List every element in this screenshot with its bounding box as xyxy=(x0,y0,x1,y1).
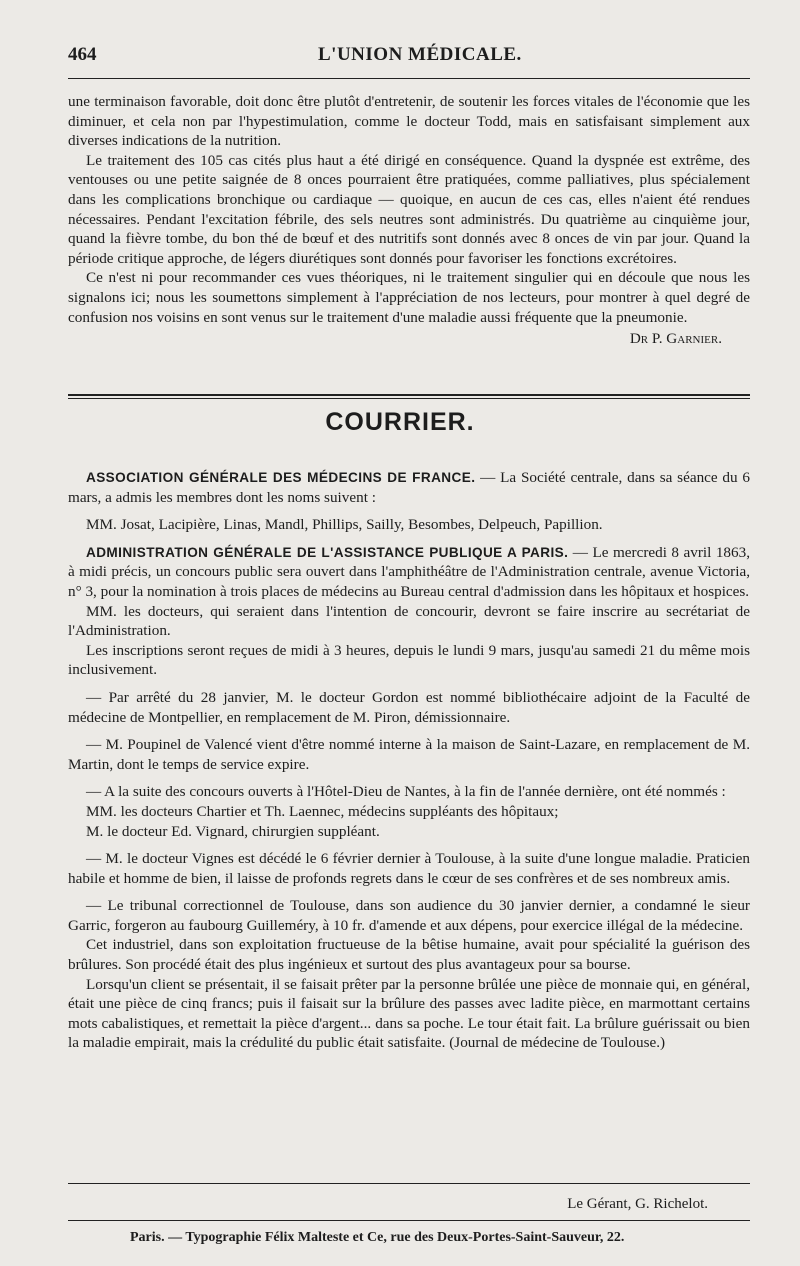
header-rule xyxy=(68,78,750,79)
news-item-poupinel: — M. Poupinel de Valencé vient d'être nommé interne à la maison de Saint-Lazare, en remplacement de M. Martin, dont le temps de service expire. xyxy=(68,736,750,773)
news-item-vignes: — M. le docteur Vignes est décédé le 6 février dernier à Toulouse, à la suite d'une longue maladie. Praticien habile et homme de bien, il laisse de profonds regrets dans le cœur de ses confrères et de ses nombreux amis. xyxy=(68,850,750,887)
article-paragraph: Ce n'est ni pour recommander ces vues théoriques, ni le traitement singulier qui en découle que nous les signalons ici; nous les soumettons simplement à l'appréciation de nos lecteurs, pour montrer à quel degré de confusion nos voisins en sont venus sur le traitement d'une maladie aussi fréquente que la pneumonie. xyxy=(68,269,750,326)
section-rule-top xyxy=(68,394,750,396)
courrier-section xyxy=(68,468,750,1053)
news-paragraph: Lorsqu'un client se présentait, il se faisait prêter par la personne brûlée une pièce de monnaie qui, en général, était une pièce de cinq francs; puis il faisait sur la brûlure des passes avec ladite pièce, en marmottant certains mots cabalistiques, et remettait la pièce d'argent... dans sa poche. Le tour était fait. La brûlure guérissait ou bien la maladie empirait, mais la crédulité du public était satisfaite. (Journal de médecine de Toulouse.) xyxy=(68,975,750,1052)
section-rule-bottom xyxy=(68,398,750,399)
news-paragraph: MM. les docteurs, qui seraient dans l'intention de concourir, devront se faire inscrire au secrétariat de l'Administration. xyxy=(68,602,750,640)
section-title: COURRIER. xyxy=(325,408,475,436)
news-paragraph: Les inscriptions seront reçues de midi à 3 heures, depuis le lundi 9 mars, jusqu'au samedi 21 du même mois inclusivement. xyxy=(68,641,750,679)
news-heading: ASSOCIATION GÉNÉRALE DES MÉDECINS DE FRANCE. xyxy=(86,470,476,485)
article-paragraph: Le traitement des 105 cas cités plus haut a été dirigé en conséquence. Quand la dyspnée est extrême, des ventouses ou une petite saignée de 8 onces pourraient être pratiquées, comme palliatives, plus spécialement dans les complications bronchique ou cardiaque — quoique, en aucun de ces cas, elles n'aient été rendues nécessaires. Pendant l'excitation fébrile, des sels neutres sont administrés. Du quatrième au cinquième jour, quand la fièvre tombe, du bon thé de bœuf et des nutritifs sont donnés avec 8 onces de vin par jour. Quand la période critique approche, de légers diurétiques sont donnés pour favoriser les fonctions excrétoires. xyxy=(68,151,750,267)
member-list: MM. Josat, Lacipière, Linas, Mandl, Phillips, Sailly, Besombes, Delpeuch, Papillion. xyxy=(86,516,603,534)
article-paragraph: une terminaison favorable, doit donc être plutôt d'entretenir, de soutenir les forces vitales de l'économie que les diminuer, et cela non par l'hypestimulation, comme le docteur Todd, mais en satisfaisant simplement aux diverses indications de la nutrition. xyxy=(68,93,750,150)
news-paragraph: M. le docteur Ed. Vignard, chirurgien suppléant. xyxy=(86,822,380,840)
footer-rule xyxy=(68,1183,750,1184)
news-item-assistance-publique: ADMINISTRATION GÉNÉRALE DE L'ASSISTANCE PUBLIQUE A PARIS. — Le mercredi 8 avril 1863, à midi précis, un concours public sera ouvert dans l'amphithéâtre de l'Administration centrale, avenue Victoria, n° 3, pour la nomination à trois places de médecins au Bureau central d'admission dans les hôpitaux et hospices. xyxy=(68,543,750,600)
news-paragraph: MM. les docteurs Chartier et Th. Laennec, médecins suppléants des hôpitaux; xyxy=(86,802,559,820)
gerant-line: Le Gérant, G. Richelot. xyxy=(567,1196,708,1212)
journal-title: L'UNION MÉDICALE. xyxy=(318,44,522,65)
printer-imprint: Paris. — Typographie Félix Malteste et Ce, rue des Deux-Portes-Saint-Sauveur, 22. xyxy=(130,1230,625,1245)
article-conclusion xyxy=(68,92,750,349)
running-header xyxy=(68,40,748,70)
news-item-nantes: — A la suite des concours ouverts à l'Hôtel-Dieu de Nantes, à la fin de l'année dernière, ont été nommés : xyxy=(86,783,726,801)
page-number: 464 xyxy=(68,44,97,65)
news-heading: ADMINISTRATION GÉNÉRALE DE L'ASSISTANCE PUBLIQUE A PARIS. xyxy=(86,544,569,560)
author-signature: Dr P. Garnier. xyxy=(629,330,722,348)
news-item-gordon: — Par arrêté du 28 janvier, M. le docteur Gordon est nommé bibliothécaire adjoint de la Faculté de médecine de Montpellier, en remplacement de M. Piron, démissionnaire. xyxy=(68,688,750,726)
imprint-rule xyxy=(68,1220,750,1221)
news-item-association: ASSOCIATION GÉNÉRALE DES MÉDECINS DE FRANCE. — La Société centrale, dans sa séance du 6 mars, a admis les membres dont les noms suivent : xyxy=(68,469,751,506)
news-paragraph: Cet industriel, dans son exploitation fructueuse de la bêtise humaine, avait pour spécialité la guérison des brûlures. Son procédé était des plus ingénieux et surtout des plus avantageux pour sa bourse. xyxy=(68,936,750,974)
news-item-garric: — Le tribunal correctionnel de Toulouse, dans son audience du 30 janvier dernier, a condamné le sieur Garric, forgeron au faubourg Guilleméry, à 10 fr. d'amende et aux dépens, pour exercice illégal de la médecine. xyxy=(68,897,750,934)
